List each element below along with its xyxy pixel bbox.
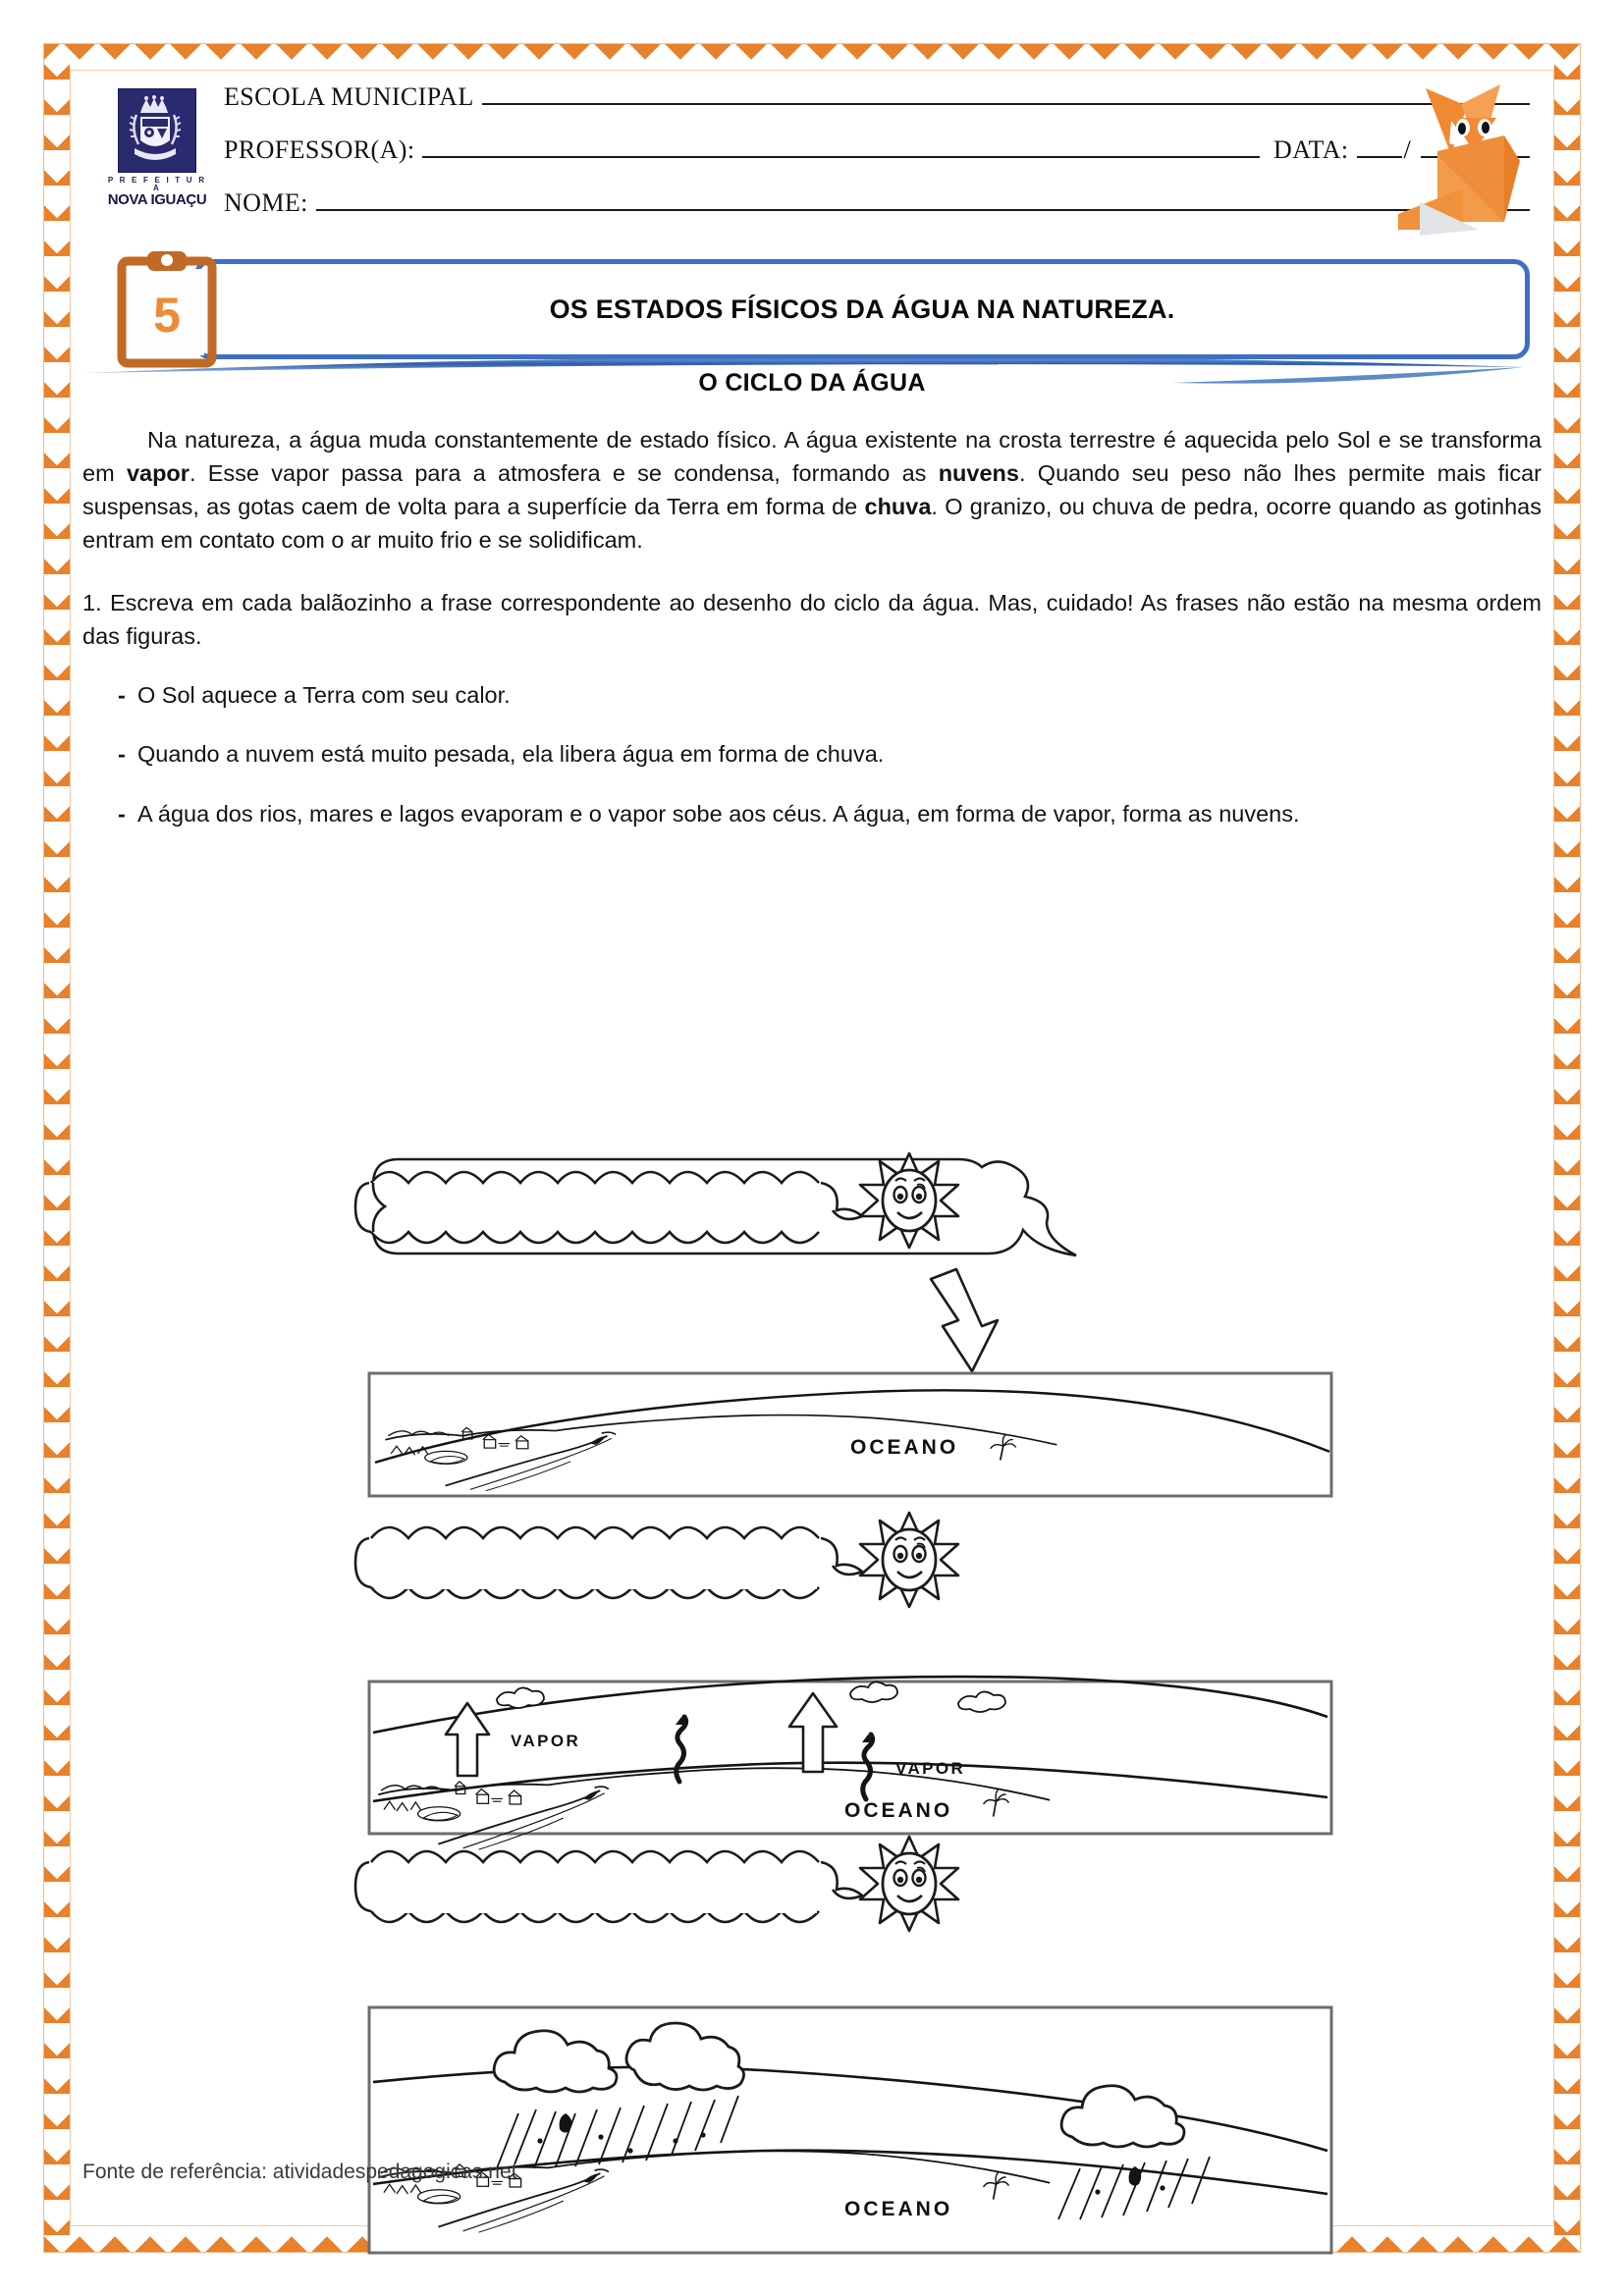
scene-1-sun-heats-earth — [355, 1153, 1331, 1496]
origami-fox-icon — [1390, 67, 1538, 248]
worksheet-header — [92, 75, 1530, 266]
sun-icon-3 — [860, 1837, 958, 1931]
keyword-chuva: chuva — [864, 494, 932, 520]
ocean-label-1: OCEANO — [850, 1436, 959, 1459]
phrase-options-list — [75, 678, 1549, 829]
prefecture-logo-text — [102, 177, 212, 207]
vapor-label-2: VAPOR — [895, 1759, 966, 1778]
city-label: NOVA IGUAÇU — [107, 191, 207, 208]
teacher-input[interactable] — [422, 136, 1260, 158]
clipboard-icon — [114, 247, 220, 371]
para-part-4: . O granizo, ou chuva de pedra, ocorre quando as gotinhas entram em contato com o ar muito frio e se solidificam. — [82, 494, 1542, 554]
speech-balloon-3 — [375, 1866, 817, 1913]
name-input[interactable] — [316, 189, 1530, 211]
para-part-1: Na natureza, a água muda constantemente de estado físico. A água existente na crosta terrestre é aquecida pelo Sol e se transforma em — [82, 427, 1542, 487]
activity-title: OS ESTADOS FÍSICOS DA ÁGUA NA NATUREZA. — [549, 294, 1175, 324]
keyword-vapor: vapor — [126, 460, 189, 487]
name-label: NOME: — [224, 188, 308, 217]
school-label: ESCOLA MUNICIPAL — [224, 82, 474, 111]
zigzag-border-left — [44, 44, 70, 2252]
bullet-marker: - — [118, 800, 126, 827]
source-footer: Fonte de referência: atividadespedagogicas.net — [82, 2161, 517, 2183]
worksheet-body — [75, 369, 1549, 856]
zigzag-border-right — [1554, 44, 1580, 2252]
ocean-label-2: OCEANO — [844, 1799, 953, 1822]
scene-2-evaporation — [355, 1513, 1331, 1849]
coat-of-arms-icon — [118, 88, 196, 173]
prefecture-logo — [102, 88, 212, 226]
keyword-nuvens: nuvens — [938, 460, 1019, 487]
activity-number-text: 5 — [153, 288, 181, 343]
header-fields — [224, 82, 1530, 241]
speech-balloon-2 — [375, 1542, 817, 1589]
field-row-name — [224, 188, 1530, 241]
date-label: DATA: — [1273, 135, 1349, 164]
list-item — [118, 797, 1542, 830]
phrase-option-text: Quando a nuvem está muito pesada, ela libera água em forma de chuva. — [137, 741, 885, 768]
zigzag-border-top — [44, 44, 1580, 70]
question-1-text: 1. Escreva em cada balãozinho a frase correspondente ao desenho do ciclo da água. Mas, cuidado! As frases não estão na mesma ordem das figuras. — [82, 590, 1542, 650]
list-item — [118, 737, 1542, 771]
vapor-label-1: VAPOR — [511, 1732, 581, 1750]
para-part-2: . Esse vapor passa para a atmosfera e se condensa, formando as — [189, 460, 939, 487]
sun-icon-2 — [860, 1513, 958, 1607]
school-input[interactable] — [482, 83, 1530, 105]
teacher-label: PROFESSOR(A): — [224, 135, 415, 164]
activity-title-banner — [194, 259, 1530, 359]
down-arrow-icon — [931, 1269, 998, 1371]
para-part-3: . Quando seu peso não lhes permite mais ficar suspensas, as gotas caem de volta para a superfície da Terra em forma de — [82, 460, 1542, 520]
field-row-school — [224, 82, 1530, 135]
section-title: O CICLO DA ÁGUA — [698, 369, 926, 397]
phrase-option-text: O Sol aquece a Terra com seu calor. — [137, 682, 511, 709]
bullet-marker: - — [118, 741, 126, 768]
phrase-option-text: A água dos rios, mares e lagos evaporam e o vapor sobe aos céus. A água, em forma de vapor, forma as nuvens. — [137, 800, 1300, 827]
worksheet-content — [75, 75, 1549, 2221]
bullet-marker: - — [118, 682, 126, 709]
ocean-label-3: OCEANO — [844, 2198, 953, 2220]
scene-3-rain — [355, 1837, 1331, 2253]
activity-banner-area — [92, 249, 1530, 359]
list-item — [118, 678, 1542, 712]
date-separator-1: / — [1403, 135, 1411, 164]
intro-paragraph — [75, 423, 1549, 557]
prefecture-label: P R E F E I T U R A — [107, 176, 207, 192]
field-row-teacher-date — [224, 135, 1530, 188]
